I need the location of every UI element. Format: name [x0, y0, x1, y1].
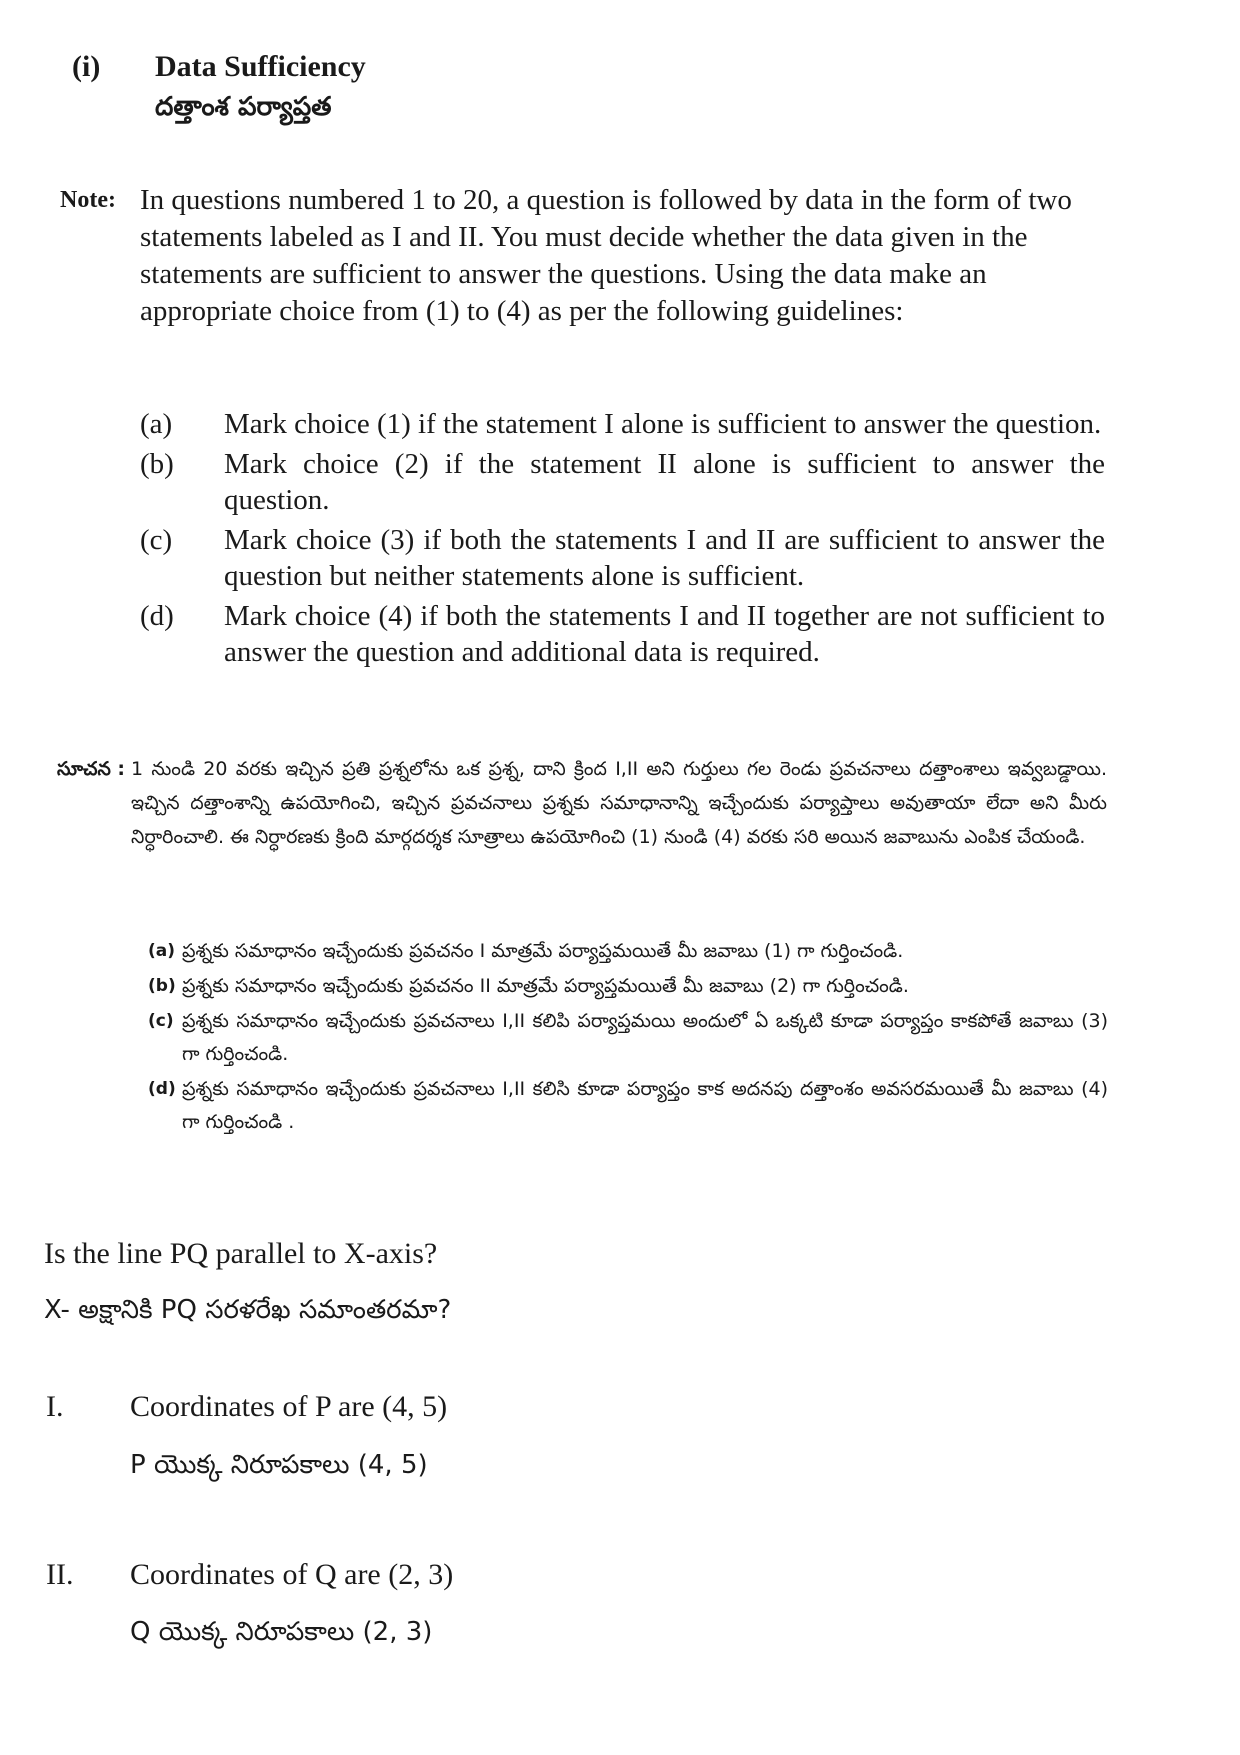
guideline-label: (a) [148, 941, 176, 961]
guideline-text: ప్రశ్నకు సమాధానం ఇచ్చేందుకు ప్రవచనాలు I,II కలిపి పర్యాప్తమయి అందులో ఏ ఒక్కటి కూడా పర్యాప్తం కాకపోతే జవాబు (3) గా గుర్తించండి. [182, 1010, 1108, 1065]
guideline-telugu-d [148, 1073, 1108, 1139]
question-text-telugu: X- అక్షానికి PQ సరళరేఖ సమాంతరమా? [44, 1295, 452, 1325]
question-text: Is the line PQ parallel to X-axis? [44, 1237, 438, 1270]
guideline-text: ప్రశ్నకు సమాధానం ఇచ్చేందుకు ప్రవచనాలు I,II కలిసి కూడా పర్యాప్తం కాక అదనపు దత్తాంశం అవసరమయితే మీ జవాబు (4) గా గుర్తించండి . [182, 1078, 1108, 1133]
guideline-text: Mark choice (1) if the statement I alone is sufficient to answer the question. [224, 408, 1102, 440]
statement-1-number: I. [46, 1390, 64, 1423]
section-title-telugu: దత్తాంశ పర్యాప్తత [155, 92, 332, 122]
guideline-label: (b) [140, 448, 174, 480]
guideline-text: Mark choice (4) if both the statements I and II together are not sufficient to answer the question and additional data is required. [224, 600, 1105, 668]
guideline-text: ప్రశ్నకు సమాధానం ఇచ్చేందుకు ప్రవచనం I మాత్రమే పర్యాప్తమయితే మీ జవాబు (1) గా గుర్తించండి. [182, 940, 904, 962]
statement-1-text-telugu: P యొక్క నిరూపకాలు (4, 5) [130, 1450, 428, 1480]
statement-2-text: Coordinates of Q are (2, 3) [130, 1558, 454, 1591]
guideline-c [140, 522, 1105, 594]
guideline-label: (a) [140, 408, 173, 440]
guideline-text: Mark choice (2) if the statement II alone is sufficient to answer the question. [224, 448, 1105, 516]
note-label: Note: [60, 187, 116, 213]
note-telugu-text: 1 నుండి 20 వరకు ఇచ్చిన ప్రతి ప్రశ్నలోను ఒక ప్రశ్న, దాని క్రింద I,II అని గుర్తులు గల రెండు ప్రవచనాలు దత్తాంశాలు ఇవ్వబడ్డాయి. ఇచ్చిన దత్తాంశాన్ని ఉపయోగించి, ఇచ్చిన ప్రవచనాలు ప్రశ్నకు సమాధానాన్ని ఇచ్చేందుకు పర్యాప్తాలు అవుతాయా లేదా అని మీరు నిర్ధారించాలి. ఈ నిర్ధారణకు క్రింది మార్గదర్శక సూత్రాలు ఉపయోగించి (1) నుండి (4) వరకు సరి అయిన జవాబును ఎంపిక చేయండి. [131, 758, 1107, 848]
guideline-label: (c) [148, 1011, 174, 1031]
guideline-text: ప్రశ్నకు సమాధానం ఇచ్చేందుకు ప్రవచనం II మాత్రమే పర్యాప్తమయితే మీ జవాబు (2) గా గుర్తించండి. [182, 975, 909, 997]
guidelines-list [140, 406, 1105, 674]
note-text: In questions numbered 1 to 20, a question is followed by data in the form of two statements labeled as I and II. You must decide whether the data given in the statements are sufficient to answer the questions. Using the data make an appropriate choice from (1) to (4) as per the following guidelines: [140, 184, 1072, 327]
guideline-label: (c) [140, 524, 173, 556]
statement-2-number: II. [46, 1558, 74, 1591]
guideline-telugu-b [148, 970, 1108, 1003]
guideline-d [140, 598, 1105, 670]
guidelines-telugu-list [148, 935, 1108, 1141]
guideline-label: (b) [148, 976, 176, 996]
guideline-text: Mark choice (3) if both the statements I and II are sufficient to answer the question but neither statements alone is sufficient. [224, 524, 1105, 592]
note-telugu-label: సూచన : [57, 758, 126, 780]
guideline-telugu-c [148, 1005, 1108, 1071]
section-title: Data Sufficiency [155, 50, 366, 83]
guideline-label: (d) [140, 600, 174, 632]
guideline-telugu-a [148, 935, 1108, 968]
note-telugu [57, 752, 1107, 854]
guideline-label: (d) [148, 1079, 176, 1099]
guideline-b [140, 446, 1105, 518]
statement-2-text-telugu: Q యొక్క నిరూపకాలు (2, 3) [130, 1617, 433, 1647]
guideline-a [140, 406, 1105, 442]
section-number: (i) [72, 50, 101, 83]
statement-1-text: Coordinates of P are (4, 5) [130, 1390, 448, 1423]
